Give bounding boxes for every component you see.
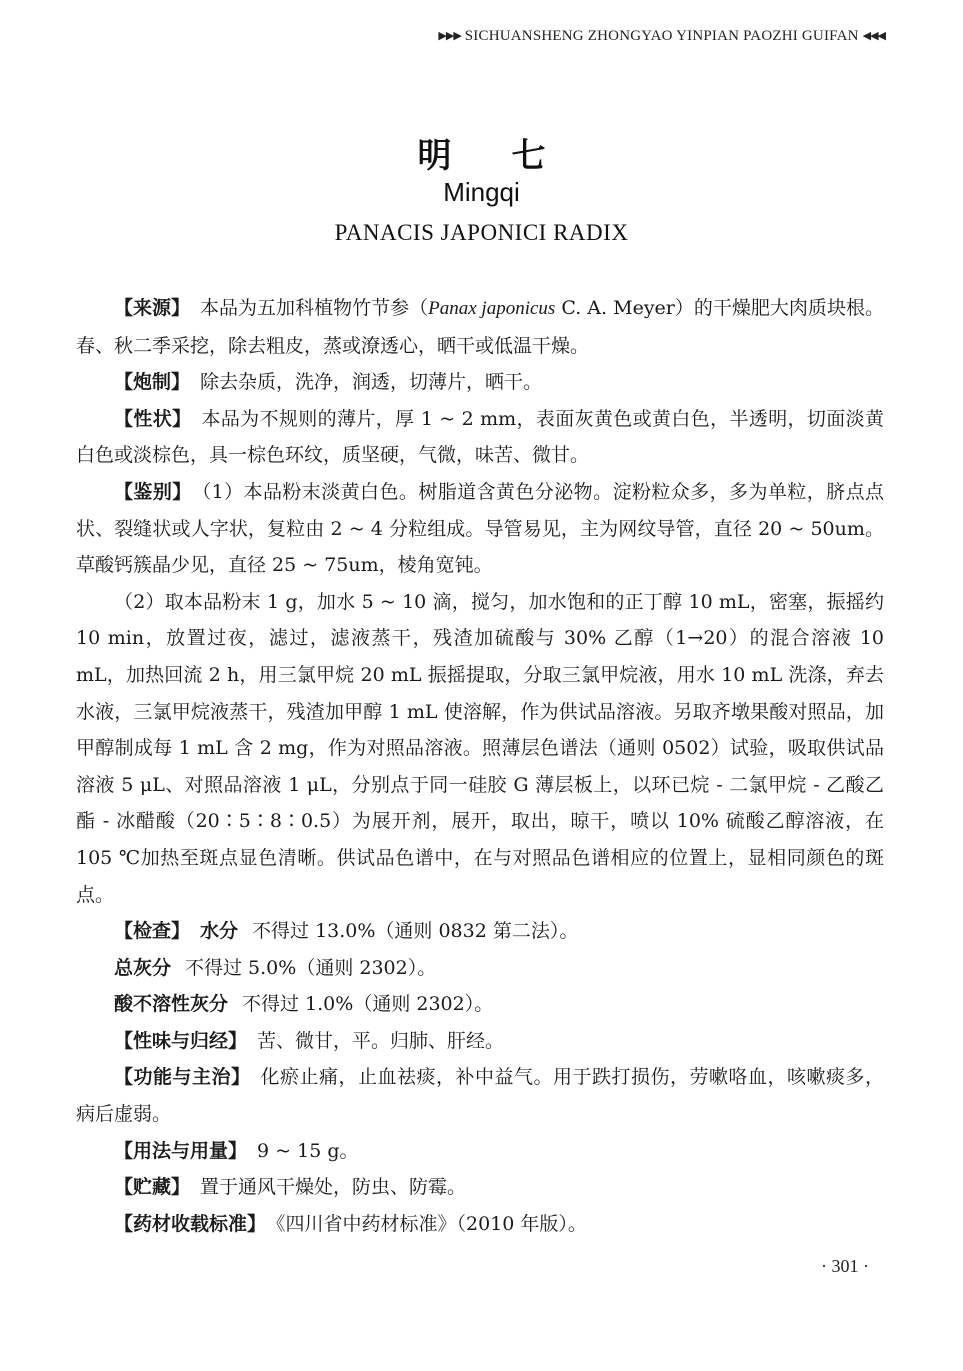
- acid-ash-text: 不得过 1.0%（通则 2302）。: [242, 993, 494, 1016]
- functions-label: 【功能与主治】: [114, 1066, 251, 1089]
- processing-label: 【炮制】: [114, 371, 191, 394]
- section-identification-1: [76, 474, 884, 584]
- page-number: · 301 ·: [821, 1256, 869, 1276]
- section-source: [76, 290, 884, 364]
- source-text-after: C. A. Meyer）的干燥肥大肉质块根。春、秋二季采挖，除去粗皮，蒸或潦透心，晒干或低温干燥。: [76, 297, 884, 357]
- title-chinese: 明七: [417, 136, 606, 176]
- characteristics-text: 本品为不规则的薄片，厚 1 ~ 2 mm，表面灰黄色或黄白色，半透明，切面淡黄白色或淡棕色，具一棕色环纹，质坚硬，气微，味苦、微甘。: [76, 407, 884, 467]
- header-arrows-right: ◀◀◀: [862, 30, 885, 42]
- functions-text: 化瘀止痛，止血祛痰，补中益气。用于跌打损伤，劳嗽咯血，咳嗽痰多，病后虚弱。: [76, 1066, 884, 1126]
- storage-label: 【贮藏】: [114, 1176, 191, 1199]
- section-standard: [76, 1206, 884, 1243]
- water-label: 水分: [200, 920, 239, 943]
- identification-label: 【鉴别】: [114, 480, 192, 503]
- section-total-ash: [76, 950, 884, 987]
- section-identification-2: [76, 584, 884, 913]
- total-ash-text: 不得过 5.0%（通则 2302）。: [185, 956, 437, 979]
- monograph-body: [76, 290, 884, 1242]
- section-processing: [76, 364, 884, 401]
- processing-text: 除去杂质，洗净，润透，切薄片，晒干。: [200, 371, 543, 394]
- water-text: 不得过 13.0%（通则 0832 第二法）。: [252, 920, 579, 943]
- running-header: [438, 28, 885, 45]
- section-acid-ash: [76, 986, 884, 1023]
- section-storage: [76, 1169, 884, 1206]
- identification-text-2: （2）取本品粉末 1 g，加水 5 ~ 10 滴，搅匀，加水饱和的正丁醇 10 mL，密塞，振摇约 10 min，放置过夜，滤过，滤液蒸干，残渣加硫酸与 30% 乙醇（1→20）的混合溶液 10 mL，加热回流 2 h，用三氯甲烷 20 mL 振摇提取，分取三氯甲烷液，用水 10 mL 洗涤，弃去水液，三氯甲烷液蒸干，残渣加甲醇 1 mL 使溶解，作为供试品溶液。另取齐墩果酸对照品，加甲醇制成每 1 mL 含 2 mg，作为对照品溶液。照薄层色谱法（通则 0502）试验，吸取供试品溶液 5 μL、对照品溶液 1 μL，分别点于同一硅胶 G 薄层板上，以环已烷 - 二氯甲烷 - 乙酸乙酯 - 冰醋酸（20∶5∶8∶0.5）为展开剂，展开，取出，晾干，喷以 10% 硫酸乙醇溶液，在 105 ℃加热至斑点显色清晰。供试品色谱中，在与对照品色谱相应的位置上，显相同颜色的斑点。: [76, 590, 884, 906]
- nature-text: 苦、微甘，平。归肺、肝经。: [257, 1029, 505, 1052]
- standard-label: 【药材收载标准】: [114, 1212, 267, 1235]
- title-pinyin: Mingqi: [443, 177, 520, 207]
- source-label: 【来源】: [114, 297, 191, 319]
- source-text-before: 本品为五加科植物竹节参（: [200, 297, 429, 319]
- header-text: SICHUANSHENG ZHONGYAO YINPIAN PAOZHI GUIFAN: [464, 28, 859, 44]
- storage-text: 置于通风干燥处，防虫、防霉。: [200, 1176, 467, 1199]
- source-latin-name: Panax japonicus: [428, 298, 556, 319]
- standard-text: 《四川省中药材标准》（2010 年版）。: [276, 1212, 587, 1235]
- header-arrows-left: ▶▶▶: [438, 30, 461, 42]
- section-functions: [76, 1059, 884, 1132]
- characteristics-label: 【性状】: [114, 407, 192, 430]
- section-characteristics: [76, 401, 884, 474]
- dosage-text: 9 ~ 15 g。: [257, 1139, 359, 1162]
- section-dosage: [76, 1133, 884, 1170]
- identification-text-1: （1）本品粉末淡黄白色。树脂道含黄色分泌物。淀粉粒众多，多为单粒，脐点点状、裂缝状或人字状，复粒由 2 ~ 4 分粒组成。导管易见，主为网纹导管，直径 20 ~ 50um。草酸钙簇晶少见，直径 25 ~ 75um，棱角宽钝。: [76, 480, 884, 577]
- inspection-label: 【检查】: [114, 920, 191, 943]
- section-nature: [76, 1023, 884, 1060]
- nature-label: 【性味与归经】: [114, 1029, 248, 1052]
- total-ash-label: 总灰分: [114, 956, 172, 979]
- acid-ash-label: 酸不溶性灰分: [114, 993, 229, 1016]
- section-inspection: [76, 913, 884, 950]
- dosage-label: 【用法与用量】: [114, 1139, 248, 1162]
- title-latin: PANACIS JAPONICI RADIX: [334, 220, 629, 245]
